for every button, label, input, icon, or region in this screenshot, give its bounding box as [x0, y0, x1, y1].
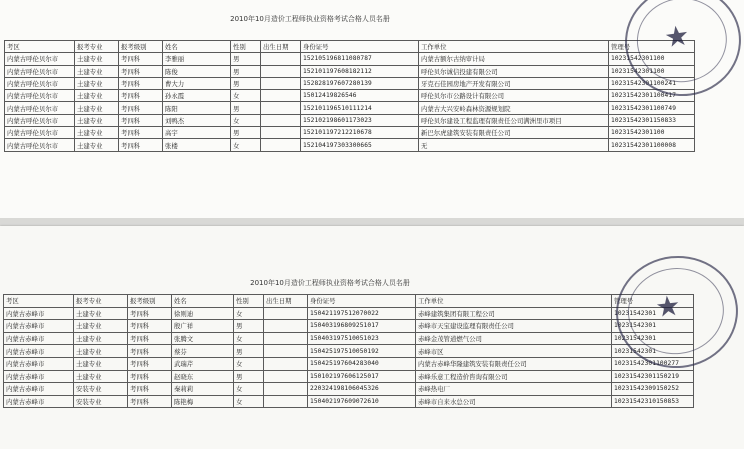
cell-level: 考四科 — [119, 65, 163, 77]
cell-name: 张楼 — [163, 139, 231, 151]
cell-id-number: 152105196811080787 — [301, 53, 419, 65]
column-header: 管理号 — [609, 41, 695, 53]
cell-employer: 赤峰建筑集团有限工程公司 — [416, 307, 612, 320]
cell-birthdate — [264, 332, 308, 345]
cell-gender: 男 — [234, 345, 264, 358]
column-header: 出生日期 — [264, 295, 308, 308]
table-row — [4, 370, 694, 383]
cell-employer: 内蒙古大兴安岭森林资源规划院 — [419, 102, 609, 114]
cell-gender: 男 — [231, 65, 261, 77]
cell-region: 内蒙古呼伦贝尔市 — [5, 65, 75, 77]
cell-specialty: 土建专业 — [75, 77, 119, 89]
column-header: 报考级别 — [119, 41, 163, 53]
table-row — [4, 383, 694, 396]
table-row — [4, 332, 694, 345]
column-header: 出生日期 — [261, 41, 301, 53]
column-header: 身份证号 — [301, 41, 419, 53]
column-header: 姓名 — [163, 41, 231, 53]
cell-management-number: 10231542301100 — [609, 65, 695, 77]
cell-id-number: 150403197510051023 — [308, 332, 416, 345]
cell-name: 徐则迪 — [172, 307, 234, 320]
cell-management-number: 10231542301100749 — [609, 102, 695, 114]
cell-name: 刘鸭杰 — [163, 114, 231, 126]
cell-birthdate — [261, 53, 301, 65]
cell-birthdate — [264, 307, 308, 320]
cell-gender: 男 — [231, 102, 261, 114]
column-header: 工作单位 — [416, 295, 612, 308]
cell-id-number: 152101196510111214 — [301, 102, 419, 114]
cell-management-number: 10231542301 — [612, 345, 694, 358]
column-header: 性别 — [231, 41, 261, 53]
results-table — [4, 40, 695, 152]
cell-id-number: 220324198106045326 — [308, 383, 416, 396]
cell-management-number: 10231542301100241 — [609, 77, 695, 89]
star-icon: ★ — [662, 18, 692, 55]
cell-management-number: 10231542301100 — [609, 53, 695, 65]
table-row — [5, 139, 695, 151]
cell-name: 殷广祥 — [172, 320, 234, 333]
cell-management-number: 10231542301 — [612, 307, 694, 320]
cell-name: 赵晓东 — [172, 370, 234, 383]
cell-employer: 赤峰热电厂 — [416, 383, 612, 396]
cell-employer: 赤峰市天宝建设监理有限责任公司 — [416, 320, 612, 333]
cell-region: 内蒙古呼伦贝尔市 — [5, 139, 75, 151]
cell-birthdate — [264, 383, 308, 396]
cell-region: 内蒙古呼伦贝尔市 — [5, 102, 75, 114]
cell-specialty: 土建专业 — [74, 307, 128, 320]
cell-employer: 内蒙古赤峰华隆建筑安装有限责任公司 — [416, 357, 612, 370]
cell-management-number: 10231542301100008 — [609, 139, 695, 151]
cell-specialty: 土建专业 — [74, 332, 128, 345]
cell-name: 张腾文 — [172, 332, 234, 345]
cell-specialty: 土建专业 — [75, 114, 119, 126]
cell-region: 内蒙古赤峰市 — [4, 370, 74, 383]
cell-name: 秦莉莉 — [172, 383, 234, 396]
cell-birthdate — [261, 77, 301, 89]
cell-region: 内蒙古赤峰市 — [4, 307, 74, 320]
cell-level: 考四科 — [119, 139, 163, 151]
cell-id-number: 152104197303300665 — [301, 139, 419, 151]
cell-id-number: 152828197607280139 — [301, 77, 419, 89]
table-row — [5, 114, 695, 126]
table-row — [5, 90, 695, 102]
table-row — [5, 127, 695, 139]
cell-birthdate — [261, 114, 301, 126]
cell-employer: 呼伦贝尔市公路设计有限公司 — [419, 90, 609, 102]
cell-level: 考四科 — [128, 357, 172, 370]
cell-level: 考四科 — [119, 53, 163, 65]
cell-id-number: 150425197510050192 — [308, 345, 416, 358]
cell-specialty: 土建专业 — [74, 357, 128, 370]
cell-gender: 男 — [234, 320, 264, 333]
cell-specialty: 土建专业 — [75, 90, 119, 102]
table-row — [4, 395, 694, 408]
cell-name: 陈阳 — [163, 102, 231, 114]
table-row — [5, 77, 695, 89]
table-row — [4, 345, 694, 358]
cell-level: 考四科 — [119, 77, 163, 89]
cell-birthdate — [261, 102, 301, 114]
cell-management-number: 10231542301150833 — [609, 114, 695, 126]
cell-region: 内蒙古呼伦贝尔市 — [5, 77, 75, 89]
table-row — [4, 320, 694, 333]
cell-gender: 女 — [234, 307, 264, 320]
cell-employer: 赤峰金茂管道燃气公司 — [416, 332, 612, 345]
cell-management-number: 10231542301 — [612, 332, 694, 345]
cell-level: 考四科 — [128, 320, 172, 333]
cell-level: 考四科 — [128, 345, 172, 358]
cell-level: 考四科 — [119, 114, 163, 126]
cell-management-number: 10231542301100 — [609, 127, 695, 139]
cell-level: 考四科 — [119, 127, 163, 139]
cell-specialty: 土建专业 — [74, 370, 128, 383]
cell-level: 考四科 — [119, 90, 163, 102]
cell-region: 内蒙古呼伦贝尔市 — [5, 127, 75, 139]
cell-specialty: 土建专业 — [75, 53, 119, 65]
cell-gender: 女 — [231, 114, 261, 126]
cell-id-number: 15012419826546 — [301, 90, 419, 102]
cell-specialty: 土建专业 — [75, 127, 119, 139]
cell-gender: 女 — [231, 139, 261, 151]
table-row — [5, 102, 695, 114]
cell-name: 陈艳梅 — [172, 395, 234, 408]
table-header-row — [4, 295, 694, 308]
cell-level: 考四科 — [128, 332, 172, 345]
cell-birthdate — [261, 139, 301, 151]
cell-gender: 女 — [231, 90, 261, 102]
document-title: 2010年10月造价工程师执业资格考试合格人员名册 — [250, 279, 410, 287]
cell-id-number: 150102197606125017 — [308, 370, 416, 383]
column-header: 考区 — [4, 295, 74, 308]
cell-gender: 男 — [234, 370, 264, 383]
cell-name: 蔡芬 — [172, 345, 234, 358]
table-header-row — [5, 41, 695, 53]
cell-birthdate — [261, 127, 301, 139]
cell-gender: 男 — [231, 77, 261, 89]
cell-specialty: 土建专业 — [75, 139, 119, 151]
table-row — [5, 53, 695, 65]
cell-id-number: 150403196809251017 — [308, 320, 416, 333]
cell-birthdate — [264, 345, 308, 358]
cell-gender: 男 — [231, 127, 261, 139]
cell-region: 内蒙古呼伦贝尔市 — [5, 90, 75, 102]
cell-birthdate — [264, 395, 308, 408]
cell-level: 考四科 — [119, 102, 163, 114]
cell-region: 内蒙古呼伦贝尔市 — [5, 53, 75, 65]
cell-region: 内蒙古赤峰市 — [4, 357, 74, 370]
page-separator — [0, 218, 744, 226]
cell-region: 内蒙古赤峰市 — [4, 332, 74, 345]
column-header: 报考级别 — [128, 295, 172, 308]
cell-gender: 女 — [234, 357, 264, 370]
cell-employer: 呼伦贝尔诚信投建有限公司 — [419, 65, 609, 77]
cell-employer: 内蒙古额尔古纳审计局 — [419, 53, 609, 65]
cell-birthdate — [264, 370, 308, 383]
star-icon: ★ — [653, 288, 683, 325]
cell-employer: 牙克石佳园房地产开发有限公司 — [419, 77, 609, 89]
document-title: 2010年10月造价工程师执业资格考试合格人员名册 — [230, 15, 390, 23]
table-row — [5, 65, 695, 77]
cell-name: 高宇 — [163, 127, 231, 139]
column-header: 姓名 — [172, 295, 234, 308]
cell-gender: 男 — [231, 53, 261, 65]
cell-specialty: 安装专业 — [74, 395, 128, 408]
cell-birthdate — [261, 65, 301, 77]
table-row — [4, 357, 694, 370]
cell-management-number: 10231542309150252 — [612, 383, 694, 396]
cell-employer: 呼伦贝尔建设工程监理有限责任公司满洲里市项目 — [419, 114, 609, 126]
cell-management-number: 10231542310150853 — [612, 395, 694, 408]
cell-region: 内蒙古赤峰市 — [4, 345, 74, 358]
cell-gender: 女 — [234, 383, 264, 396]
results-table — [3, 288, 694, 408]
cell-gender: 女 — [234, 332, 264, 345]
table-row — [4, 307, 694, 320]
cell-birthdate — [264, 320, 308, 333]
cell-name: 陈俊 — [163, 65, 231, 77]
cell-specialty: 安装专业 — [74, 383, 128, 396]
cell-name: 孙永霞 — [163, 90, 231, 102]
cell-id-number: 150421197512070022 — [308, 307, 416, 320]
cell-employer: 赤峰乐意工程造价咨询有限公司 — [416, 370, 612, 383]
cell-specialty: 土建专业 — [74, 345, 128, 358]
cell-employer: 新巴尔虎建筑安装有限责任公司 — [419, 127, 609, 139]
column-header: 考区 — [5, 41, 75, 53]
cell-id-number: 152102198601173023 — [301, 114, 419, 126]
cell-level: 考四科 — [128, 395, 172, 408]
cell-id-number: 152101197608182112 — [301, 65, 419, 77]
cell-level: 考四科 — [128, 370, 172, 383]
cell-specialty: 土建专业 — [74, 320, 128, 333]
column-header: 工作单位 — [419, 41, 609, 53]
cell-management-number: 10231542301150219 — [612, 370, 694, 383]
cell-id-number: 150425197604283040 — [308, 357, 416, 370]
cell-employer: 无 — [419, 139, 609, 151]
cell-employer: 赤峰市区 — [416, 345, 612, 358]
cell-region: 内蒙古呼伦贝尔市 — [5, 114, 75, 126]
cell-management-number: 10231542301100417 — [609, 90, 695, 102]
column-header: 性别 — [234, 295, 264, 308]
cell-name: 曹大力 — [163, 77, 231, 89]
column-header: 报考专业 — [74, 295, 128, 308]
cell-level: 考四科 — [128, 307, 172, 320]
cell-id-number: 150402197609072610 — [308, 395, 416, 408]
column-header: 身份证号 — [308, 295, 416, 308]
cell-birthdate — [261, 90, 301, 102]
cell-specialty: 土建专业 — [75, 65, 119, 77]
cell-birthdate — [264, 357, 308, 370]
cell-management-number: 10231542301100277 — [612, 357, 694, 370]
cell-name: 武瑞芹 — [172, 357, 234, 370]
cell-specialty: 土建专业 — [75, 102, 119, 114]
document-page-1 — [0, 0, 744, 218]
cell-management-number: 10231542301 — [612, 320, 694, 333]
column-header: 管理号 — [612, 295, 694, 308]
document-page-2 — [0, 226, 744, 449]
cell-id-number: 152101197212210678 — [301, 127, 419, 139]
cell-region: 内蒙古赤峰市 — [4, 320, 74, 333]
cell-level: 考四科 — [128, 383, 172, 396]
column-header: 报考专业 — [75, 41, 119, 53]
cell-region: 内蒙古赤峰市 — [4, 383, 74, 396]
cell-region: 内蒙古赤峰市 — [4, 395, 74, 408]
cell-name: 李雅丽 — [163, 53, 231, 65]
cell-employer: 赤峰市自来水总公司 — [416, 395, 612, 408]
cell-gender: 女 — [234, 395, 264, 408]
